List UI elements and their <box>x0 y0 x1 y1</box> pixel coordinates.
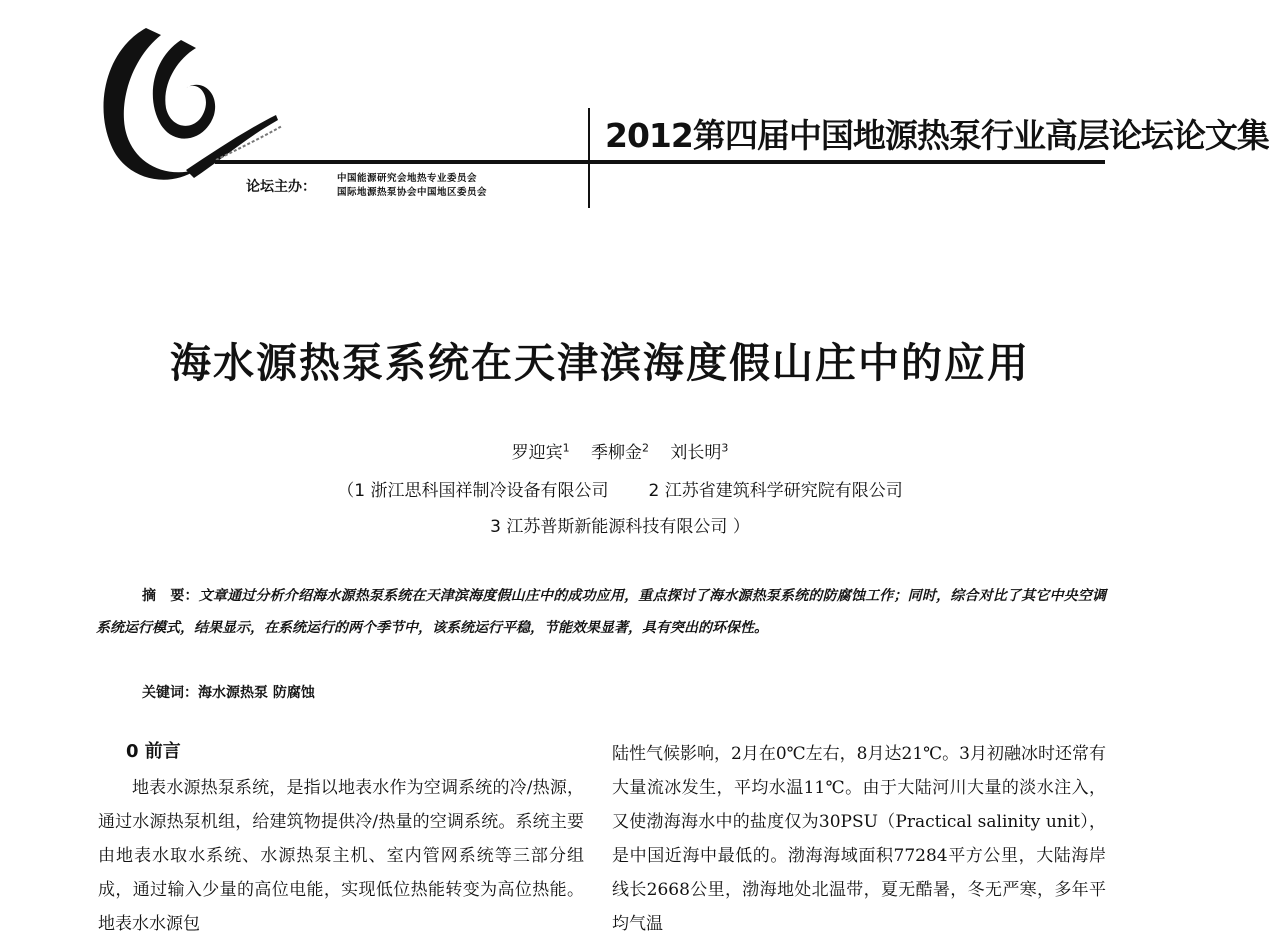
host-line-1: 中国能源研究会地热专业委员会 <box>337 173 478 184</box>
header-divider <box>588 108 590 208</box>
header-rule <box>215 160 1105 164</box>
author-list <box>0 438 1240 463</box>
abstract-text: 文章通过分析介绍海水源热泵系统在天津滨海度假山庄中的成功应用，重点探讨了海水源热泵系统的防腐蚀工作；同时，综合对比了其它中央空调系统运行模式，结果显示，在系统运行的两个季节中，该系统运行平稳，节能效果显著，具有突出的环保性。 <box>96 588 1106 636</box>
affiliations-line-1 <box>0 476 1240 501</box>
author-item <box>591 443 649 463</box>
host-line-2: 国际地源热泵协会中国地区委员会 <box>337 187 488 198</box>
author-sup: 3 <box>721 441 729 455</box>
left-column <box>98 737 584 941</box>
host-organizations <box>337 172 487 200</box>
right-column-text: 陆性气候影响，2月在0℃左右，8月达21℃。3月初融冰时还常有大量流冰发生，平均水温11℃。由于大陆河川大量的淡水注入，又使渤海海水中的盐度仅为30PSU（Practical salinity unit），是中国近海中最低的。渤海海域面积77284平方公里，大陆海岸线长2668公里，渤海地处北温带，夏无酷暑，冬无严寒，多年平均气温 <box>612 744 1106 934</box>
right-column <box>612 737 1106 941</box>
affiliation-close-paren: ） <box>732 517 750 537</box>
affiliation-3: 3 江苏普斯新能源科技有限公司 <box>490 517 728 537</box>
author-name: 刘长明 <box>670 443 722 463</box>
affiliation-1: 1 浙江思科国祥制冷设备有限公司 <box>354 481 609 501</box>
affiliations-line-2 <box>0 512 1240 537</box>
author-sup: 2 <box>642 441 649 455</box>
logo-swirl-inner <box>153 40 215 139</box>
abstract-label: 摘 要： <box>142 588 199 604</box>
affiliation-open-paren: （ <box>337 481 355 501</box>
keywords <box>142 682 315 702</box>
keywords-text: 海水源热泵 防腐蚀 <box>198 685 315 701</box>
author-item <box>670 443 728 463</box>
collection-title: 2012第四届中国地源热泵行业高层论坛论文集 <box>605 116 1269 155</box>
author-name: 季柳金 <box>591 443 642 463</box>
paper-title: 海水源热泵系统在天津滨海度假山庄中的应用 <box>170 339 1030 387</box>
affiliation-2: 2 江苏省建筑科学研究院有限公司 <box>648 481 903 501</box>
abstract <box>96 580 1106 644</box>
forum-logo <box>86 20 286 200</box>
author-name: 罗迎宾 <box>511 443 563 463</box>
left-column-text: 地表水源热泵系统，是指以地表水作为空调系统的冷/热源，通过水源热泵机组，给建筑物提供冷/热量的空调系统。系统主要由地表水取水系统、水源热泵主机、室内管网系统等三部分组成，通过输入少量的高位电能，实现低位热能转变为高位热能。地表水水源包 <box>98 778 584 934</box>
keywords-label: 关键词： <box>142 685 198 701</box>
author-sup: 1 <box>562 441 570 455</box>
section-heading: 0 前言 <box>126 741 181 762</box>
host-label: 论坛主办： <box>246 179 316 195</box>
author-item <box>512 443 570 463</box>
